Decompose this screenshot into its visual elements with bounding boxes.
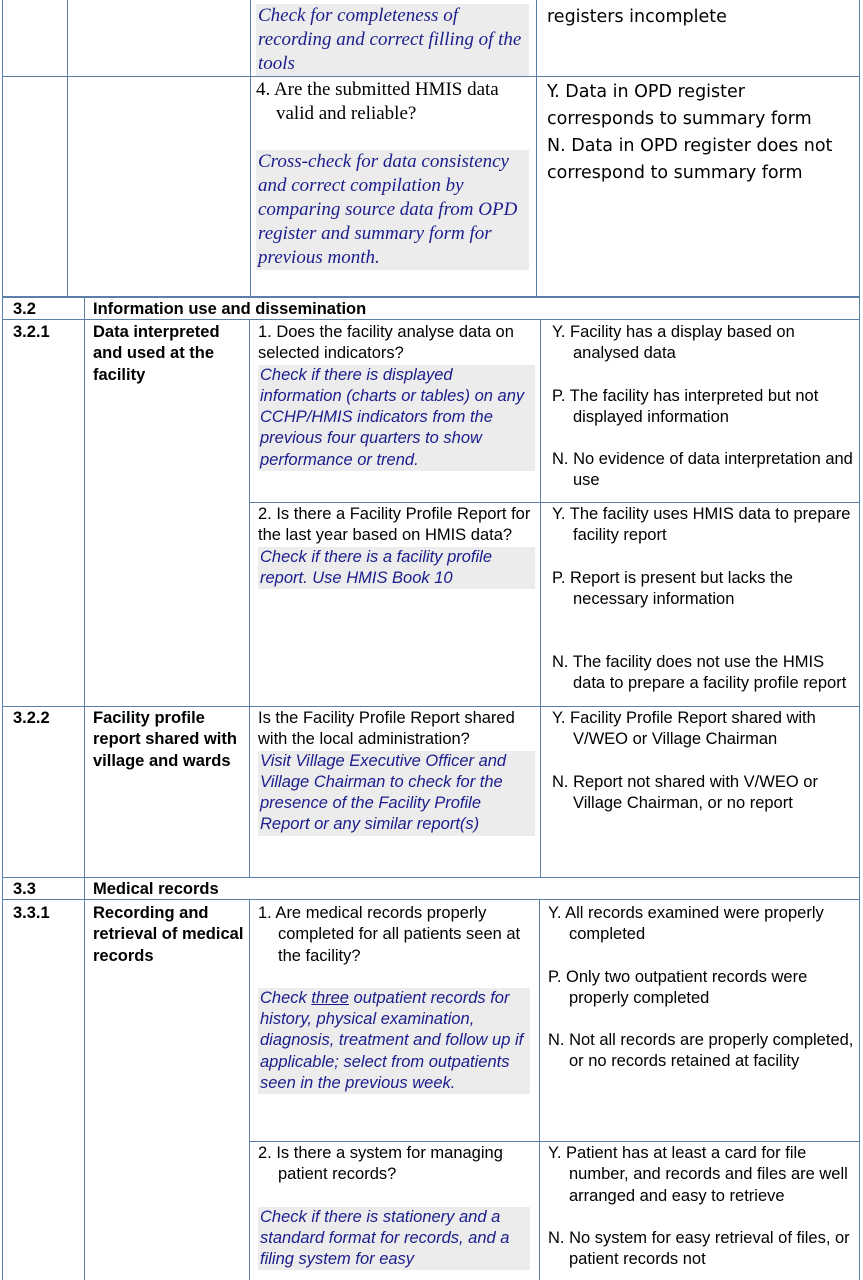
table-border	[2, 296, 859, 298]
section-number: 3.2	[13, 300, 36, 318]
response-partial: P. Only two outpatient records were properly completed	[548, 967, 808, 1007]
criterion-number: 3.3.1	[13, 904, 50, 922]
question-cell	[258, 322, 535, 471]
check-instruction: Check if there is a facility profile report. Use HMIS Book 10	[258, 547, 535, 590]
table-border	[250, 76, 859, 77]
response-no: N. The facility does not use the HMIS data to prepare a facility profile report	[552, 653, 847, 693]
table-border	[249, 502, 859, 503]
response-text: registers incomplete	[547, 7, 727, 27]
question-text: 2. Is there a system for managing patient records?	[258, 1144, 503, 1184]
response-partial: P. Report is present but lacks the necessary information	[552, 568, 793, 608]
response-options	[552, 708, 856, 814]
check-instruction: Check if there is displayed information (charts or tables) on any CCHP/HMIS indicators from the previous four quarters to show performance or trend.	[258, 365, 535, 471]
table-border	[539, 899, 540, 1280]
response-options	[547, 4, 855, 31]
table-border	[249, 1141, 859, 1142]
table-border	[2, 76, 67, 77]
question-text: 1. Are medical records properly completed for all patients seen at the facility?	[258, 904, 521, 965]
response-yes: Y. Patient has at least a card for file number, and records and files are well arranged and easy to retrieve	[548, 1144, 848, 1205]
table-border	[859, 0, 860, 1280]
check-instruction-emphasis: three	[311, 988, 349, 1007]
check-instruction: Check if there is stationery and a standard format for records, and a filing system for easy	[258, 1207, 530, 1271]
question-text: 2. Is there a Facility Profile Report for the last year based on HMIS data?	[258, 505, 531, 545]
question-cell	[258, 504, 535, 589]
criterion-title: Data interpreted and used at the facility	[93, 323, 220, 384]
section-title: Medical records	[93, 880, 219, 898]
response-options	[547, 79, 855, 187]
table-border	[2, 706, 859, 707]
criterion-number: 3.2.2	[13, 709, 50, 727]
question-cell	[258, 708, 535, 836]
table-border	[249, 319, 250, 877]
table-border	[540, 319, 541, 877]
question-cell	[256, 78, 529, 270]
table-border	[2, 877, 859, 878]
response-yes: Y. Facility Profile Report shared with V/WEO or Village Chairman	[552, 709, 816, 749]
response-no: N. Not all records are properly completed, or no records retained at facility	[548, 1031, 854, 1071]
check-instruction-start: Check	[260, 988, 312, 1007]
response-no: N. Data in OPD register does not correspond to summary form	[547, 136, 833, 183]
check-instruction-rest: outpatient records for history, physical examination, diagnosis, treatment and follow up if applicable; select from outpatients seen in the previous week.	[260, 988, 524, 1093]
check-instruction: Check for completeness of recording and correct filling of the tools	[256, 4, 529, 76]
check-instruction	[258, 988, 530, 1094]
section-title: Information use and dissemination	[93, 300, 367, 318]
response-options	[552, 504, 856, 695]
table-border	[2, 0, 3, 1280]
response-no: N. Report not shared with V/WEO or Village Chairman, or no report	[552, 772, 818, 812]
table-border	[249, 899, 250, 1280]
table-border	[67, 0, 68, 297]
criterion-title: Facility profile report shared with village and wards	[93, 709, 237, 770]
table-border	[67, 76, 250, 77]
table-border	[250, 0, 251, 297]
question-cell	[258, 903, 530, 1094]
check-instruction: Cross-check for data consistency and correct compilation by comparing source data from OPD register and summary form for previous month.	[256, 150, 529, 270]
check-instruction: Visit Village Executive Officer and Village Chairman to check for the presence of the Facility Profile Report or any similar report(s)	[258, 751, 535, 836]
section-number: 3.3	[13, 880, 36, 898]
criterion-title: Recording and retrieval of medical records	[93, 904, 244, 965]
table-border	[536, 0, 537, 297]
question-text: Is the Facility Profile Report shared with the local administration?	[258, 709, 515, 749]
response-partial: P. The facility has interpreted but not displayed information	[552, 386, 819, 426]
response-yes: Y. The facility uses HMIS data to prepare facility report	[552, 505, 851, 545]
question-text: 4. Are the submitted HMIS data valid and reliable?	[256, 79, 499, 124]
response-options	[552, 322, 856, 492]
question-cell	[258, 1143, 530, 1270]
response-options	[548, 1143, 856, 1270]
question-text: 1. Does the facility analyse data on selected indicators?	[258, 323, 514, 363]
response-no: N. No evidence of data interpretation and use	[552, 450, 853, 490]
response-yes: Y. Facility has a display based on analysed data	[552, 323, 795, 363]
response-options	[548, 903, 856, 1073]
response-yes: Y. Data in OPD register corresponds to summary form	[547, 82, 812, 129]
response-no: N. No system for easy retrieval of files, or patient records not	[548, 1228, 850, 1269]
table-border	[84, 297, 85, 1280]
response-yes: Y. All records examined were properly completed	[548, 904, 824, 944]
check-box	[256, 4, 529, 76]
criterion-number: 3.2.1	[13, 323, 50, 341]
